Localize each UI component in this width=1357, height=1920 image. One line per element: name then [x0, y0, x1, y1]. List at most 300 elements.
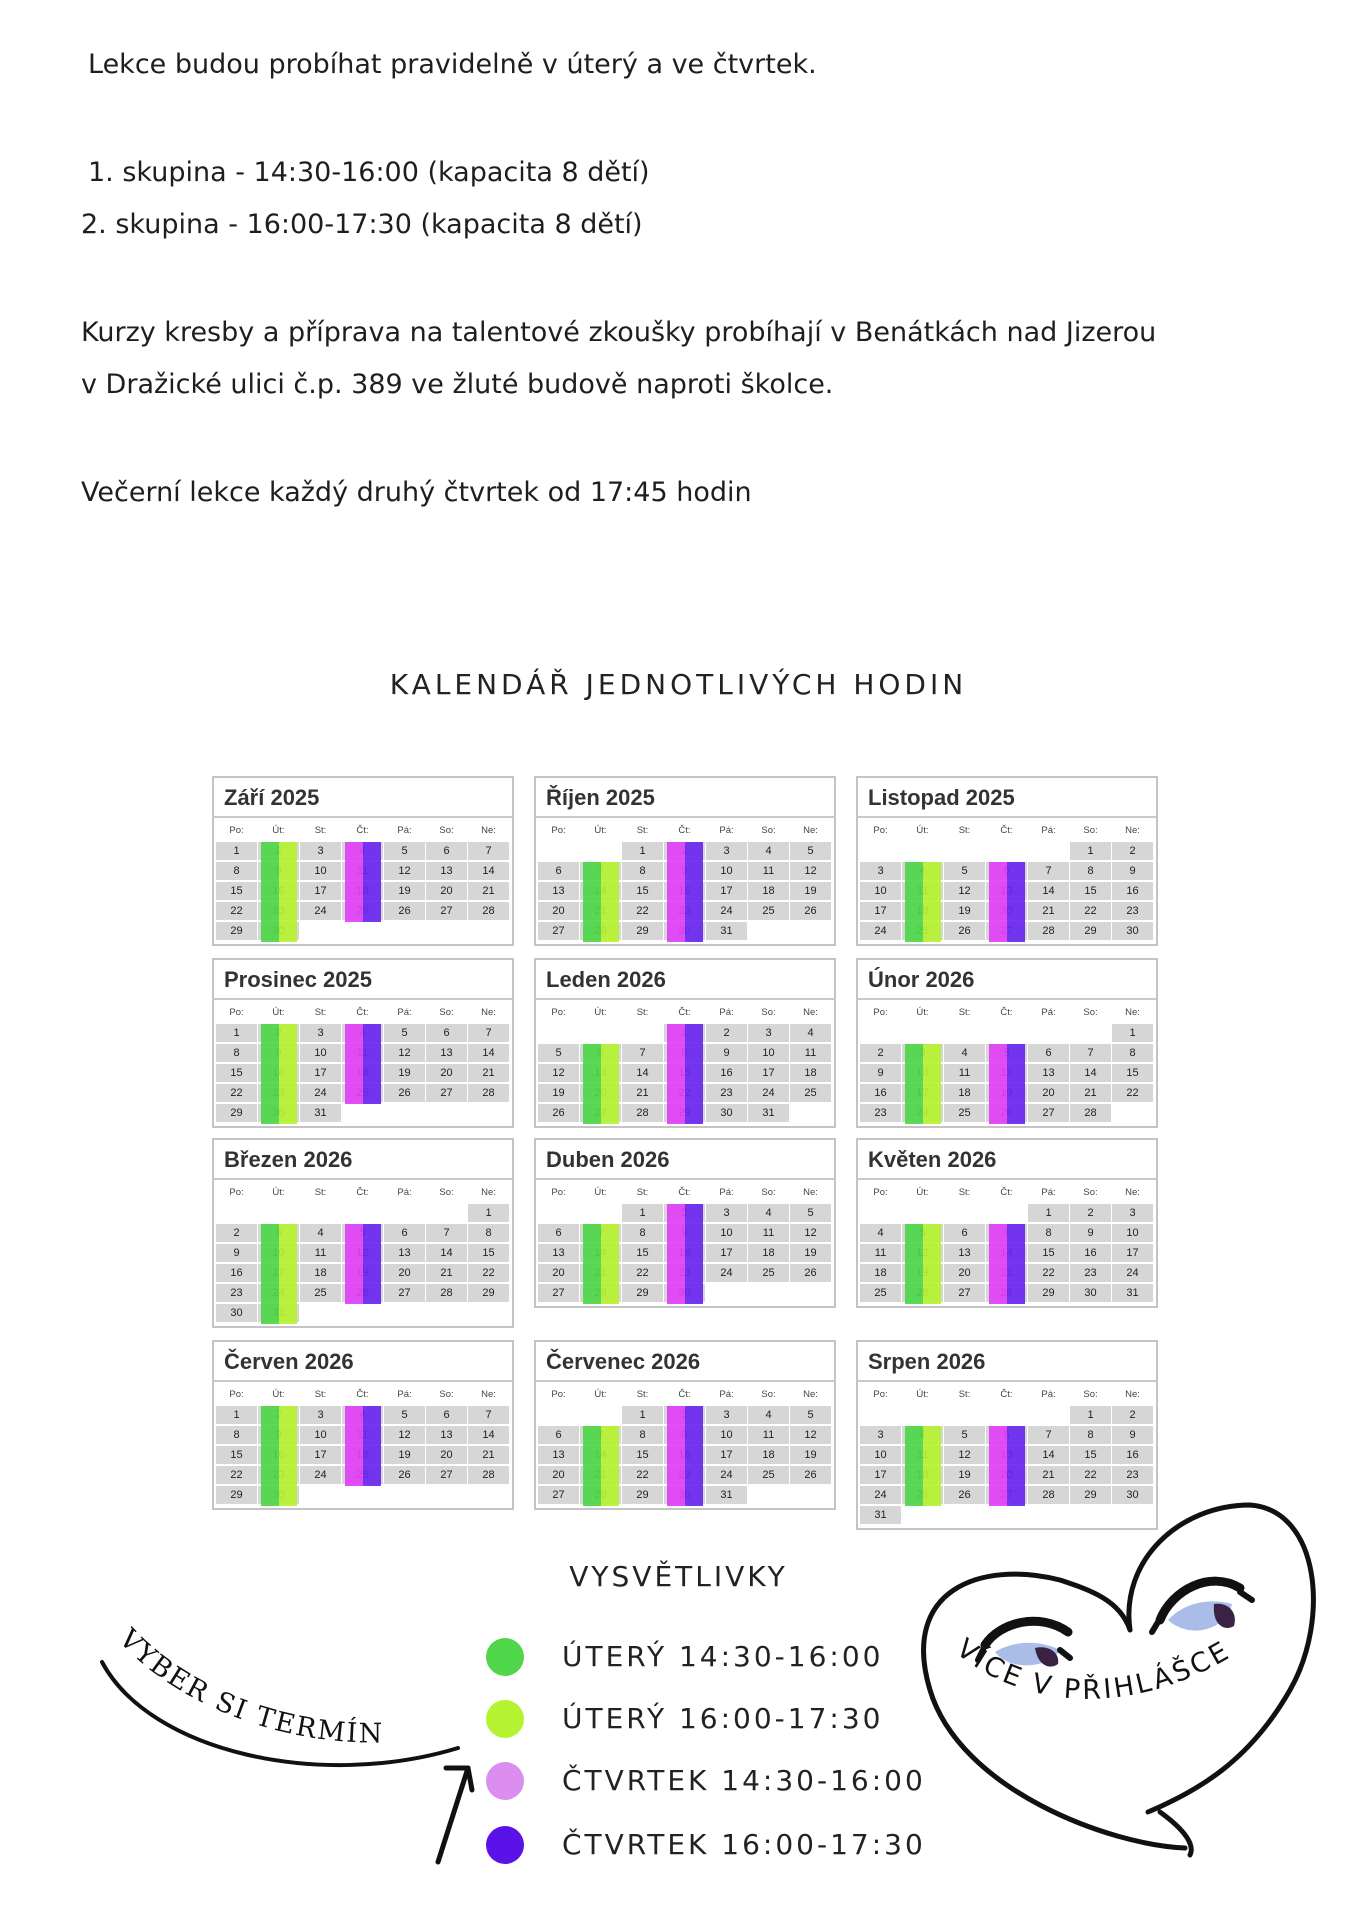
day-cell: 10 — [706, 1224, 747, 1242]
day-cell: 8 — [1028, 1224, 1069, 1242]
day-cell: 13 — [426, 1426, 467, 1444]
day-cell: 23 — [860, 1104, 901, 1122]
day-cell: 12 — [384, 1044, 425, 1062]
day-cell: 25 — [300, 1284, 341, 1302]
weekday-label: So: — [1070, 1004, 1111, 1022]
weekday-label: Po: — [216, 1184, 257, 1202]
weekday-label: Ne: — [790, 1386, 831, 1404]
weekday-label: Ne: — [468, 1004, 509, 1022]
weekday-label: Čt: — [664, 1004, 705, 1022]
legend-title: VYSVĚTLIVKY — [569, 1560, 788, 1593]
day-cell: 22 — [1070, 902, 1111, 920]
weekday-label: Ne: — [1112, 1004, 1153, 1022]
weekday-label: Pá: — [1028, 1386, 1069, 1404]
day-cell: 20 — [538, 1264, 579, 1282]
day-cell: 23 — [1070, 1264, 1111, 1282]
day-cell: 1 — [216, 1024, 257, 1042]
weekday-label: Po: — [860, 822, 901, 840]
day-cell: 7 — [468, 842, 509, 860]
day-cell: 12 — [384, 862, 425, 880]
day-cell: 31 — [860, 1506, 901, 1524]
weekday-label: Pá: — [706, 822, 747, 840]
weekday-label: Ne: — [1112, 822, 1153, 840]
weekday-label: Út: — [258, 1184, 299, 1202]
day-cell: 26 — [384, 1084, 425, 1102]
day-cell: 6 — [1028, 1044, 1069, 1062]
day-cell: 25 — [748, 902, 789, 920]
weekday-label: Út: — [580, 822, 621, 840]
weekday-label: Čt: — [986, 1386, 1027, 1404]
day-cell: 13 — [384, 1244, 425, 1262]
day-cell: 17 — [300, 1064, 341, 1082]
day-cell: 17 — [860, 1466, 901, 1484]
day-cell: 15 — [1112, 1064, 1153, 1082]
day-cell: 24 — [300, 1466, 341, 1484]
month-name: Květen 2026 — [858, 1140, 1156, 1180]
weekday-label: Po: — [216, 1004, 257, 1022]
day-cell: 28 — [1028, 922, 1069, 940]
day-cell: 2 — [1070, 1204, 1111, 1222]
day-cell: 16 — [860, 1084, 901, 1102]
day-cell: 11 — [748, 1426, 789, 1444]
day-cell: 17 — [300, 1446, 341, 1464]
day-cell: 18 — [748, 1446, 789, 1464]
day-cell: 10 — [860, 882, 901, 900]
day-cell: 30 — [1112, 922, 1153, 940]
day-cell: 5 — [384, 842, 425, 860]
day-cell: 12 — [790, 1224, 831, 1242]
weekday-label: Pá: — [706, 1386, 747, 1404]
day-cell: 1 — [216, 842, 257, 860]
day-cell: 4 — [300, 1224, 341, 1242]
day-cell: 25 — [860, 1284, 901, 1302]
weekday-label: St: — [944, 1386, 985, 1404]
day-cell: 17 — [748, 1064, 789, 1082]
weekday-label: Čt: — [664, 1184, 705, 1202]
day-cell: 28 — [1070, 1104, 1111, 1122]
day-cell: 10 — [300, 1044, 341, 1062]
day-cell: 29 — [1070, 1486, 1111, 1504]
weekday-label: Čt: — [986, 822, 1027, 840]
day-cell: 21 — [1028, 1466, 1069, 1484]
day-cell: 18 — [860, 1264, 901, 1282]
day-cell: 13 — [538, 1244, 579, 1262]
day-cell: 26 — [384, 1466, 425, 1484]
day-cell: 15 — [622, 882, 663, 900]
month-name: Únor 2026 — [858, 960, 1156, 1000]
day-cell: 9 — [706, 1044, 747, 1062]
day-cell: 13 — [538, 882, 579, 900]
weekday-label: Ne: — [468, 1386, 509, 1404]
day-cell: 21 — [468, 1446, 509, 1464]
day-cell: 26 — [944, 1486, 985, 1504]
day-cell: 18 — [748, 882, 789, 900]
day-cell: 22 — [468, 1264, 509, 1282]
day-cell: 12 — [790, 1426, 831, 1444]
day-cell: 30 — [1112, 1486, 1153, 1504]
day-cell: 3 — [706, 842, 747, 860]
day-cell: 22 — [216, 902, 257, 920]
day-cell: 17 — [706, 1244, 747, 1262]
day-cell: 23 — [216, 1284, 257, 1302]
day-cell: 15 — [622, 1244, 663, 1262]
day-cell: 5 — [538, 1044, 579, 1062]
day-cell: 17 — [1112, 1244, 1153, 1262]
weekday-label: Pá: — [384, 1386, 425, 1404]
weekday-label: Pá: — [384, 1184, 425, 1202]
weekday-label: Pá: — [706, 1184, 747, 1202]
day-cell: 4 — [748, 1406, 789, 1424]
day-cell: 21 — [468, 882, 509, 900]
day-cell: 19 — [944, 1466, 985, 1484]
day-cell: 28 — [468, 902, 509, 920]
day-cell: 18 — [790, 1064, 831, 1082]
day-cell: 3 — [860, 1426, 901, 1444]
day-cell: 22 — [622, 902, 663, 920]
day-cell: 31 — [300, 1104, 341, 1122]
weekday-label: Ne: — [790, 1184, 831, 1202]
day-cell: 5 — [790, 1406, 831, 1424]
weekday-label: So: — [426, 1184, 467, 1202]
day-cell: 23 — [1112, 1466, 1153, 1484]
day-cell: 8 — [216, 1426, 257, 1444]
weekday-label: So: — [748, 1386, 789, 1404]
day-cell: 19 — [384, 1064, 425, 1082]
weekday-label: Po: — [860, 1184, 901, 1202]
day-cell: 27 — [1028, 1104, 1069, 1122]
weekday-label: Čt: — [664, 822, 705, 840]
day-cell: 20 — [426, 1064, 467, 1082]
day-cell: 24 — [706, 902, 747, 920]
day-cell: 2 — [860, 1044, 901, 1062]
day-cell: 27 — [426, 1466, 467, 1484]
legend-label: ÚTERÝ 16:00-17:30 — [562, 1702, 884, 1735]
month-name: Prosinec 2025 — [214, 960, 512, 1000]
day-cell: 8 — [1112, 1044, 1153, 1062]
day-cell: 24 — [748, 1084, 789, 1102]
weekday-label: Po: — [860, 1386, 901, 1404]
month-name: Březen 2026 — [214, 1140, 512, 1180]
day-cell: 21 — [468, 1064, 509, 1082]
day-cell: 1 — [622, 1204, 663, 1222]
weekday-label: Čt: — [986, 1004, 1027, 1022]
day-cell: 6 — [426, 1024, 467, 1042]
day-cell: 20 — [426, 882, 467, 900]
weekday-label: Po: — [538, 1386, 579, 1404]
day-cell: 8 — [216, 1044, 257, 1062]
day-cell: 18 — [748, 1244, 789, 1262]
day-cell: 31 — [706, 1486, 747, 1504]
day-cell: 19 — [384, 1446, 425, 1464]
day-cell: 15 — [1070, 1446, 1111, 1464]
day-cell: 7 — [1028, 862, 1069, 880]
weekday-label: So: — [426, 822, 467, 840]
day-cell: 24 — [860, 922, 901, 940]
day-cell: 6 — [384, 1224, 425, 1242]
day-cell: 3 — [706, 1406, 747, 1424]
weekday-label: So: — [748, 1184, 789, 1202]
legend-label: ČTVRTEK 16:00-17:30 — [562, 1828, 926, 1861]
weekday-label: St: — [622, 822, 663, 840]
day-cell: 17 — [860, 902, 901, 920]
svg-text:VÍCE V PŘIHLÁŠCE — [951, 1633, 1237, 1706]
day-cell: 7 — [1028, 1426, 1069, 1444]
day-cell: 26 — [790, 902, 831, 920]
day-cell: 13 — [944, 1244, 985, 1262]
day-cell: 12 — [944, 882, 985, 900]
day-cell: 22 — [1112, 1084, 1153, 1102]
day-cell: 26 — [790, 1264, 831, 1282]
day-cell: 27 — [538, 922, 579, 940]
day-cell: 26 — [538, 1104, 579, 1122]
weekday-label: St: — [300, 822, 341, 840]
weekday-label: Út: — [902, 1184, 943, 1202]
day-cell: 26 — [384, 902, 425, 920]
day-cell: 22 — [216, 1466, 257, 1484]
day-cell: 2 — [1112, 842, 1153, 860]
day-cell: 17 — [706, 1446, 747, 1464]
day-cell: 23 — [1112, 902, 1153, 920]
weekday-label: Út: — [258, 822, 299, 840]
day-cell: 1 — [622, 842, 663, 860]
legend-label: ČTVRTEK 14:30-16:00 — [562, 1764, 926, 1797]
day-cell: 27 — [426, 1084, 467, 1102]
day-cell: 16 — [1070, 1244, 1111, 1262]
location-line-2: v Dražické ulici č.p. 389 ve žluté budově naproti školce. — [81, 369, 834, 400]
day-cell: 6 — [538, 862, 579, 880]
day-cell: 10 — [1112, 1224, 1153, 1242]
day-cell: 4 — [748, 1204, 789, 1222]
day-cell: 5 — [790, 842, 831, 860]
weekday-label: St: — [300, 1184, 341, 1202]
day-cell: 1 — [1070, 1406, 1111, 1424]
day-cell: 24 — [706, 1466, 747, 1484]
month-name: Duben 2026 — [536, 1140, 834, 1180]
day-cell: 19 — [790, 1244, 831, 1262]
day-cell: 22 — [622, 1264, 663, 1282]
weekday-label: Ne: — [468, 822, 509, 840]
day-cell: 20 — [944, 1264, 985, 1282]
weekday-label: St: — [944, 1004, 985, 1022]
day-cell: 14 — [468, 1426, 509, 1444]
weekday-label: Čt: — [986, 1184, 1027, 1202]
heart-text: VÍCE V PŘIHLÁŠCE — [950, 1632, 1237, 1706]
day-cell: 21 — [1070, 1084, 1111, 1102]
weekday-label: Po: — [216, 1386, 257, 1404]
day-cell: 9 — [1070, 1224, 1111, 1242]
weekday-label: Pá: — [1028, 822, 1069, 840]
weekday-label: Po: — [216, 822, 257, 840]
day-cell: 6 — [944, 1224, 985, 1242]
day-cell: 19 — [384, 882, 425, 900]
day-cell: 19 — [790, 1446, 831, 1464]
weekday-label: Ne: — [790, 822, 831, 840]
day-cell: 1 — [216, 1406, 257, 1424]
day-cell: 28 — [426, 1284, 467, 1302]
day-cell: 24 — [300, 1084, 341, 1102]
day-cell: 12 — [790, 862, 831, 880]
day-cell: 18 — [300, 1264, 341, 1282]
day-cell: 29 — [216, 1104, 257, 1122]
day-cell: 9 — [1112, 1426, 1153, 1444]
day-cell: 13 — [426, 862, 467, 880]
weekday-label: Po: — [538, 822, 579, 840]
day-cell: 8 — [622, 862, 663, 880]
weekday-label: Čt: — [342, 1184, 383, 1202]
day-cell: 26 — [944, 922, 985, 940]
day-cell: 24 — [300, 902, 341, 920]
weekday-label: So: — [426, 1004, 467, 1022]
day-cell: 29 — [468, 1284, 509, 1302]
month-name: Listopad 2025 — [858, 778, 1156, 818]
day-cell: 17 — [300, 882, 341, 900]
weekday-label: So: — [748, 822, 789, 840]
day-cell: 12 — [944, 1446, 985, 1464]
day-cell: 23 — [706, 1084, 747, 1102]
day-cell: 3 — [706, 1204, 747, 1222]
day-cell: 25 — [748, 1264, 789, 1282]
day-cell: 4 — [860, 1224, 901, 1242]
day-cell: 31 — [706, 922, 747, 940]
day-cell: 29 — [622, 1486, 663, 1504]
weekday-label: Út: — [580, 1184, 621, 1202]
day-cell: 5 — [944, 1426, 985, 1444]
day-cell: 9 — [216, 1244, 257, 1262]
day-cell: 14 — [468, 862, 509, 880]
weekday-label: So: — [1070, 1184, 1111, 1202]
month-name: Červenec 2026 — [536, 1342, 834, 1382]
weekday-label: Ne: — [1112, 1184, 1153, 1202]
day-cell: 8 — [468, 1224, 509, 1242]
day-cell: 21 — [426, 1264, 467, 1282]
weekday-label: So: — [748, 1004, 789, 1022]
day-cell: 8 — [622, 1426, 663, 1444]
day-cell: 3 — [1112, 1204, 1153, 1222]
day-cell: 15 — [622, 1446, 663, 1464]
day-cell: 31 — [748, 1104, 789, 1122]
day-cell: 27 — [538, 1284, 579, 1302]
weekday-label: St: — [944, 1184, 985, 1202]
day-cell: 13 — [426, 1044, 467, 1062]
day-cell: 11 — [944, 1064, 985, 1082]
weekday-label: Út: — [580, 1386, 621, 1404]
legend-label: ÚTERÝ 14:30-16:00 — [562, 1640, 884, 1673]
day-cell: 19 — [790, 882, 831, 900]
day-cell: 30 — [216, 1304, 257, 1322]
day-cell: 30 — [706, 1104, 747, 1122]
day-cell: 25 — [790, 1084, 831, 1102]
day-cell: 14 — [426, 1244, 467, 1262]
day-cell: 16 — [1112, 1446, 1153, 1464]
day-cell: 7 — [468, 1406, 509, 1424]
weekday-label: St: — [300, 1386, 341, 1404]
weekday-label: St: — [300, 1004, 341, 1022]
day-cell: 11 — [748, 1224, 789, 1242]
day-cell: 22 — [1028, 1264, 1069, 1282]
day-cell: 16 — [216, 1264, 257, 1282]
weekday-label: Čt: — [342, 822, 383, 840]
weekday-label: Út: — [580, 1004, 621, 1022]
day-cell: 8 — [216, 862, 257, 880]
day-cell: 21 — [622, 1084, 663, 1102]
day-cell: 28 — [622, 1104, 663, 1122]
month-name: Říjen 2025 — [536, 778, 834, 818]
day-cell: 12 — [538, 1064, 579, 1082]
weekday-label: Ne: — [790, 1004, 831, 1022]
weekday-label: Čt: — [342, 1004, 383, 1022]
day-cell: 22 — [622, 1466, 663, 1484]
day-cell: 30 — [1070, 1284, 1111, 1302]
day-cell: 9 — [860, 1064, 901, 1082]
weekday-label: St: — [622, 1386, 663, 1404]
day-cell: 26 — [790, 1466, 831, 1484]
day-cell: 15 — [1070, 882, 1111, 900]
day-cell: 7 — [426, 1224, 467, 1242]
weekday-label: Pá: — [1028, 1004, 1069, 1022]
day-cell: 7 — [1070, 1044, 1111, 1062]
day-cell: 4 — [944, 1044, 985, 1062]
month-name: Srpen 2026 — [858, 1342, 1156, 1382]
day-cell: 1 — [1112, 1024, 1153, 1042]
day-cell: 8 — [1070, 1426, 1111, 1444]
day-cell: 13 — [538, 1446, 579, 1464]
day-cell: 4 — [790, 1024, 831, 1042]
weekday-label: Po: — [538, 1184, 579, 1202]
day-cell: 1 — [622, 1406, 663, 1424]
day-cell: 3 — [860, 862, 901, 880]
day-cell: 20 — [426, 1446, 467, 1464]
location-line-1: Kurzy kresby a příprava na talentové zkoušky probíhají v Benátkách nad Jizerou — [81, 317, 1157, 348]
day-cell: 5 — [384, 1024, 425, 1042]
weekday-label: Út: — [258, 1386, 299, 1404]
day-cell: 3 — [748, 1024, 789, 1042]
day-cell: 3 — [300, 1024, 341, 1042]
day-cell: 24 — [1112, 1264, 1153, 1282]
day-cell: 1 — [1070, 842, 1111, 860]
day-cell: 7 — [468, 1024, 509, 1042]
weekday-label: Po: — [860, 1004, 901, 1022]
weekday-label: Út: — [258, 1004, 299, 1022]
weekday-label: So: — [1070, 1386, 1111, 1404]
weekday-label: Ne: — [468, 1184, 509, 1202]
weekday-label: Pá: — [706, 1004, 747, 1022]
day-cell: 19 — [538, 1084, 579, 1102]
day-cell: 21 — [1028, 902, 1069, 920]
weekday-label: Čt: — [664, 1386, 705, 1404]
day-cell: 10 — [706, 1426, 747, 1444]
day-cell: 11 — [860, 1244, 901, 1262]
day-cell: 2 — [706, 1024, 747, 1042]
month-name: Červen 2026 — [214, 1342, 512, 1382]
day-cell: 1 — [468, 1204, 509, 1222]
day-cell: 15 — [216, 882, 257, 900]
day-cell: 28 — [1028, 1486, 1069, 1504]
day-cell: 14 — [468, 1044, 509, 1062]
weekday-label: St: — [622, 1184, 663, 1202]
day-cell: 14 — [1028, 1446, 1069, 1464]
day-cell: 16 — [1112, 882, 1153, 900]
weekday-label: Pá: — [1028, 1184, 1069, 1202]
weekday-label: Út: — [902, 1386, 943, 1404]
group-1-line: 1. skupina - 14:30-16:00 (kapacita 8 dětí) — [88, 157, 650, 188]
day-cell: 14 — [1070, 1064, 1111, 1082]
evening-lessons-line: Večerní lekce každý druhý čtvrtek od 17:45 hodin — [81, 477, 752, 508]
day-cell: 11 — [748, 862, 789, 880]
day-cell: 2 — [1112, 1406, 1153, 1424]
day-cell: 5 — [944, 862, 985, 880]
day-cell: 12 — [384, 1426, 425, 1444]
calendar-title: KALENDÁŘ JEDNOTLIVÝCH HODIN — [389, 668, 968, 701]
